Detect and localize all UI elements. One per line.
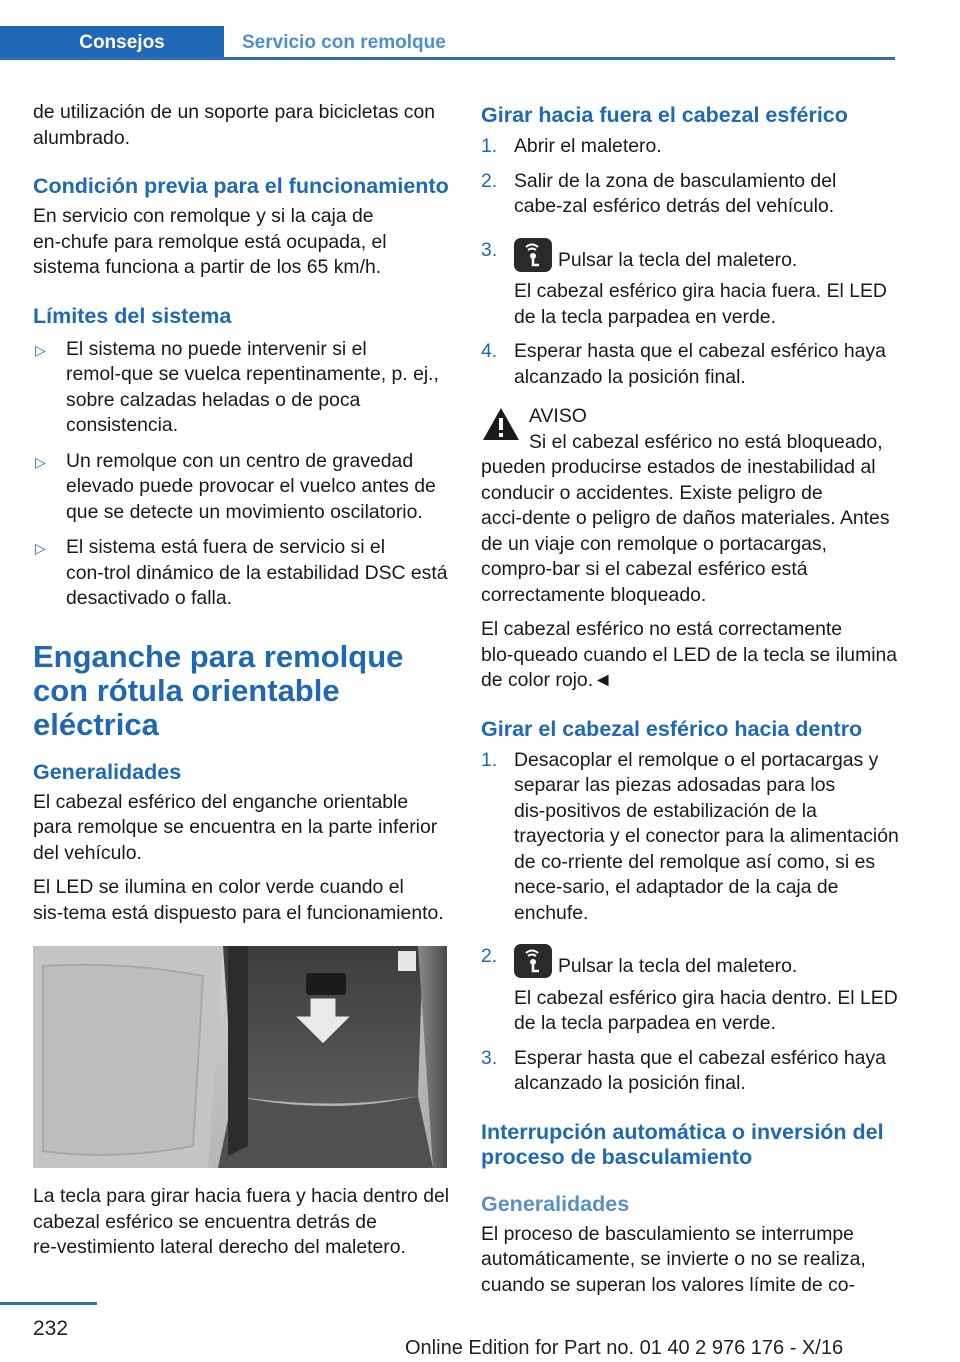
list-item: 3. Pulsar la tecla del maletero. El cabezal esférico gira hacia fuera. El LED de la tecla parpadea en verde.: [481, 238, 899, 331]
warning-block: [481, 404, 899, 430]
list-item: 2. Salir de la zona de basculamiento del cabe‑zal esférico detrás del vehículo.: [481, 169, 837, 217]
list-item: ▷ Un remolque con un centro de gravedad elevado puede provocar el vuelco antes de que se detecte un movimiento oscilatorio.: [35, 449, 436, 523]
list-item: ▷ El sistema está fuera de servicio si el con‑trol dinámico de la estabilidad DSC está desactivado o falla.: [35, 536, 448, 609]
general-paragraph-1: El cabezal esférico del enganche orientable para remolque se encuentra en la parte inferior del vehículo.: [33, 790, 438, 864]
general-paragraph-2: El LED se ilumina en color verde cuando el sis‑tema está dispuesto para el funcionamiento.: [33, 876, 444, 924]
list-item: ▷ El sistema no puede intervenir si el remol‑que se vuelca repentinamente, p. ej., sobre calzadas heladas o de poca consistencia.: [35, 337, 439, 436]
page-number: 232: [33, 1317, 69, 1340]
list-item: 1. Desacoplar el remolque o el portacargas y separar las piezas adosadas para los dis‑positivos de estabilización de la trayectoria y el conector para la alimentación de co‑rriente del remolque así como, si es nece‑sario, el adaptador de la caja de enchufe.: [481, 748, 899, 924]
step-3-result: El cabezal esférico gira hacia fuera. El LED de la tecla parpadea en verde.: [514, 280, 887, 328]
list-item: 4. Esperar hasta que el cabezal esférico haya alcanzado la posición final.: [481, 340, 886, 388]
right-column: [481, 103, 899, 1307]
figure-caption: La tecla para girar hacia fuera y hacia dentro del cabezal esférico se encuentra detrás de re‑vestimiento lateral derecho del maletero.: [33, 1185, 450, 1258]
trailer-hitch-key-icon: [514, 944, 552, 978]
triangle-bullet-icon: ▷: [35, 453, 46, 470]
tab-consejos[interactable]: Consejos: [0, 26, 224, 60]
list-item: 3. Esperar hasta que el cabezal esférico haya alcanzado la posición final.: [481, 1046, 886, 1094]
warning-text-2: El cabezal esférico no está correctamente blo‑queado cuando el LED de la tecla se ilumina de color rojo.◄: [481, 618, 898, 691]
header-divider: [0, 57, 895, 60]
main-section-heading: Enganche para remolque con rótula orientable eléctrica: [33, 638, 404, 742]
warning-text: Si el cabezal esférico no está bloqueado, pueden producirse estados de inestabilidad al conducir o accidentes. Existe peligro de acci‑dente o peligro de daños materiales. Antes de un viaje con remolque o portacargas, compro‑bar si el cabezal esférico está correctamente bloqueado.: [481, 430, 890, 606]
limits-list: [33, 337, 451, 612]
swing-out-heading: Girar hacia fuera el cabezal esférico: [481, 103, 848, 127]
trunk-panel-photo: [33, 946, 447, 1168]
auto-interrupt-heading: Interrupción automática o inversión del proceso de basculamiento: [481, 1119, 884, 1169]
warning-title: AVISO: [529, 405, 587, 427]
left-column: [33, 100, 451, 1270]
tab-servicio-con-remolque[interactable]: Servicio con remolque: [242, 32, 446, 53]
swing-in-heading: Girar el cabezal esférico hacia dentro: [481, 716, 863, 741]
edition-label: Online Edition for Part no. 01 40 2 976 176 - X/16: [405, 1337, 844, 1359]
triangle-bullet-icon: ▷: [35, 540, 46, 556]
warning-triangle-icon: [481, 406, 521, 442]
triangle-bullet-icon: ▷: [35, 341, 46, 358]
step-2-result: El cabezal esférico gira hacia dentro. El LED de la tecla parpadea en verde.: [514, 986, 898, 1034]
swing-in-steps: [481, 748, 899, 1097]
condition-heading: Condición previa para el funcionamiento: [33, 174, 449, 198]
trailer-hitch-key-icon: [514, 238, 552, 272]
list-item: 1. Abrir el maletero.: [481, 135, 662, 157]
general-text: El proceso de basculamiento se interrumpe automáticamente, se invierte o no se realiza, cuando se superan los valores límite de co‑: [481, 1222, 866, 1296]
condition-text: En servicio con remolque y si la caja de en‑chufe para remolque está ocupada, el sistema funciona a partir de los 65 km/h.: [33, 205, 387, 278]
limits-heading: Límites del sistema: [33, 303, 232, 328]
swing-out-steps: [481, 134, 899, 390]
footer-divider: [0, 1302, 97, 1305]
page-header: [0, 26, 895, 60]
general-subheading: Generalidades: [481, 1191, 630, 1216]
general-heading: Generalidades: [33, 759, 182, 784]
list-item: 2. Pulsar la tecla del maletero. El cabezal esférico gira hacia dentro. El LED de la tecla parpadea en verde.: [481, 944, 899, 1037]
intro-paragraph: de utilización de un soporte para bicicletas con alumbrado.: [33, 101, 436, 149]
